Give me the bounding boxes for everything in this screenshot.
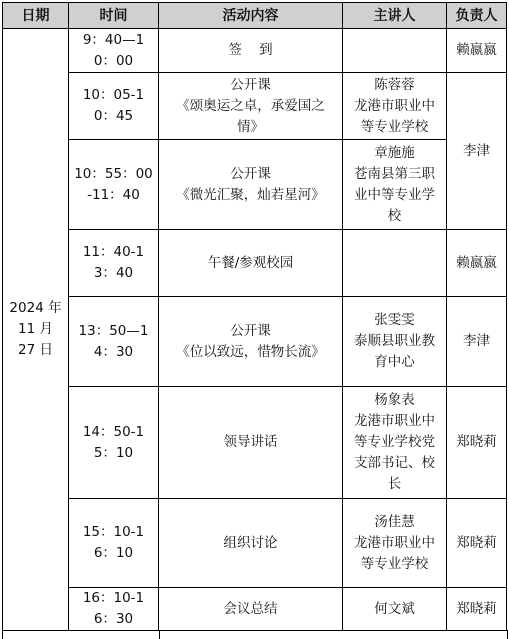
header-owner: 负责人 <box>447 3 507 29</box>
speaker-line: 等专业学校 <box>360 118 429 135</box>
header-activity: 活动内容 <box>159 3 343 29</box>
activity-line: 公开课 <box>230 76 271 93</box>
speaker-cell <box>343 297 447 387</box>
speaker-cell <box>343 29 447 73</box>
speaker-line: 何文斌 <box>374 600 415 617</box>
activity-line: 公开课 <box>230 322 271 339</box>
activity-cell <box>159 297 343 387</box>
time-cell: 15：10-16：10 <box>69 499 159 588</box>
activity-cell <box>159 387 343 499</box>
speaker-line: 张雯雯 <box>374 312 415 328</box>
speaker-line: 陈蓉蓉 <box>374 76 415 93</box>
header-row <box>3 3 507 29</box>
date-day: 27 日 <box>18 342 53 358</box>
activity-line: 午餐/参观校园 <box>207 254 294 271</box>
speaker-cell <box>343 499 447 588</box>
table-row <box>3 29 507 73</box>
speaker-line: 龙港市职业中 <box>354 413 435 429</box>
owner-cell: 赖嬴嬴 <box>447 29 507 73</box>
table-row <box>3 73 507 140</box>
speaker-line: 等专业学校党 <box>354 434 435 450</box>
schedule-table <box>2 2 507 631</box>
table-row <box>3 588 507 631</box>
speaker-line: 育中心 <box>374 354 415 370</box>
time-cell: 11：40-13：40 <box>69 230 159 297</box>
speaker-cell <box>343 387 447 499</box>
activity-line: 《颂奥运之卓，承爱国之 <box>176 97 325 114</box>
speaker-cell <box>343 588 447 631</box>
activity-cell <box>159 140 343 230</box>
activity-line: 《微光汇聚，灿若星河》 <box>176 186 325 203</box>
activity-line: 《位以致远，惜物长流》 <box>176 343 325 360</box>
speaker-cell <box>343 140 447 230</box>
owner-cell: 郑晓莉 <box>447 499 507 588</box>
table-row <box>3 230 507 297</box>
next-row-edge <box>2 630 508 639</box>
activity-line: 会议总结 <box>223 600 278 617</box>
divider <box>3 630 507 631</box>
divider <box>159 630 160 639</box>
speaker-line: 长 <box>387 476 402 492</box>
speaker-line: 校 <box>387 207 402 224</box>
table-row <box>3 387 507 499</box>
header-speaker: 主讲人 <box>343 3 447 29</box>
date-cell <box>3 29 69 631</box>
activity-cell <box>159 230 343 297</box>
activity-line: 情》 <box>237 118 264 135</box>
date-month: 11 月 <box>18 321 53 337</box>
activity-cell <box>159 588 343 631</box>
speaker-cell <box>343 230 447 297</box>
activity-line: 公开课 <box>230 165 271 182</box>
header-date: 日期 <box>3 3 69 29</box>
activity-cell <box>159 29 343 73</box>
speaker-cell <box>343 73 447 140</box>
activity-line: 组织讨论 <box>223 534 278 551</box>
activity-line: 签 到 <box>228 42 273 58</box>
activity-line: 领导讲话 <box>223 434 278 450</box>
activity-cell <box>159 499 343 588</box>
owner-cell: 赖嬴嬴 <box>447 230 507 297</box>
activity-cell <box>159 73 343 140</box>
speaker-line: 杨象表 <box>374 392 415 408</box>
time-cell: 13：50—14：30 <box>69 297 159 387</box>
time-cell: 16：10-16：30 <box>69 588 159 631</box>
owner-cell: 郑晓莉 <box>447 588 507 631</box>
table-row <box>3 140 507 230</box>
speaker-line: 汤佳慧 <box>374 513 415 530</box>
owner-cell: 李津 <box>447 73 507 230</box>
date-year: 2024 年 <box>9 300 62 316</box>
speaker-line: 泰顺县职业教 <box>354 333 435 349</box>
speaker-line: 支部书记、校 <box>354 455 435 471</box>
speaker-line: 业中等专业学 <box>354 186 435 203</box>
time-cell: 10：55：00-11：40 <box>69 140 159 230</box>
table-row <box>3 499 507 588</box>
table-row <box>3 297 507 387</box>
owner-cell: 郑晓莉 <box>447 387 507 499</box>
speaker-line: 章施施 <box>374 144 415 161</box>
speaker-line: 等专业学校 <box>360 555 429 572</box>
speaker-line: 龙港市职业中 <box>354 97 435 114</box>
speaker-line: 苍南县第三职 <box>354 165 435 182</box>
speaker-line: 龙港市职业中 <box>354 534 435 551</box>
time-cell: 10：05-10：45 <box>69 73 159 140</box>
time-cell: 14：50-15：10 <box>69 387 159 499</box>
time-cell: 9：40—10：00 <box>69 29 159 73</box>
header-time: 时间 <box>69 3 159 29</box>
owner-cell: 李津 <box>447 297 507 387</box>
